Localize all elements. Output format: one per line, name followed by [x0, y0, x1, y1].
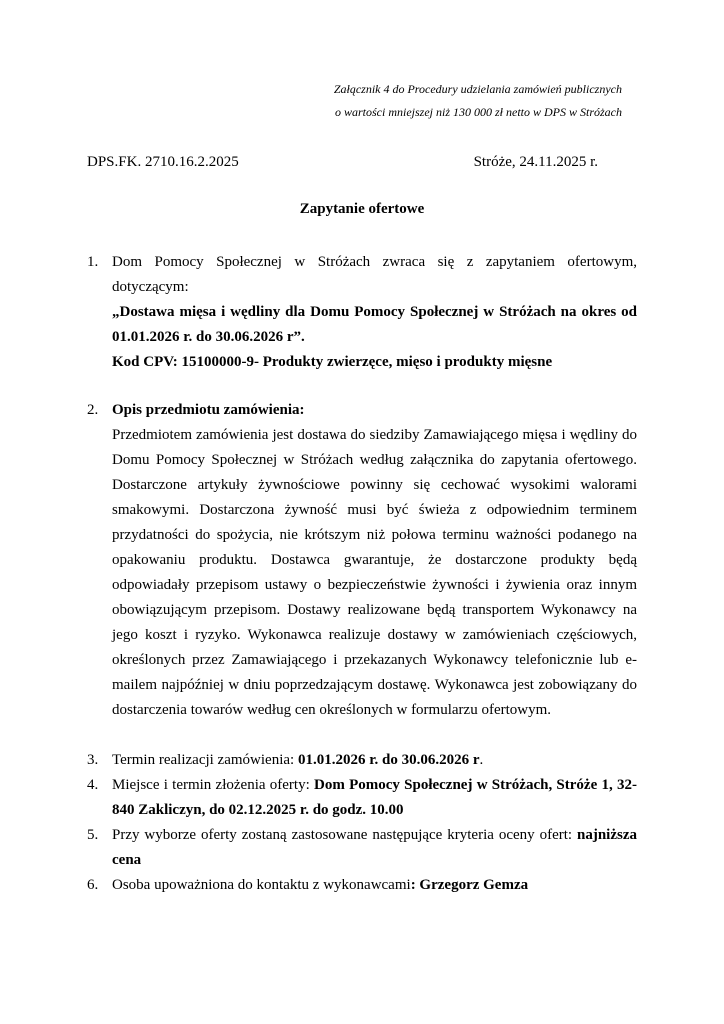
list-item-4-content — [112, 773, 637, 823]
list-item-5-content — [112, 823, 637, 873]
list-item-1 — [87, 250, 637, 375]
reference-row — [87, 150, 637, 175]
list-item-2-heading: Opis przedmiotu zamówienia: — [112, 402, 305, 418]
list-item-1-cpv-code: Kod CPV: 15100000-9- Produkty zwierzęce, mięso i produkty mięsne — [112, 354, 553, 370]
list-item-2-content — [112, 398, 637, 723]
place-date: Stróże, 24.11.2025 r. — [473, 154, 598, 170]
list-item-5-value: najniższa cena — [112, 827, 637, 868]
list-item-6-value: : Grzegorz Gemza — [410, 877, 529, 893]
list-item-1-number: 1. — [87, 254, 99, 270]
list-item-4 — [87, 773, 637, 823]
list-item-6-number: 6. — [87, 877, 99, 893]
list-item-3-number: 3. — [87, 752, 99, 768]
list-item-4-label: Miejsce i termin złożenia oferty: — [112, 777, 314, 793]
list-item-6-label: Osoba upoważniona do kontaktu z wykonawcami — [112, 877, 411, 893]
attachment-note-line2: o wartości mniejszej niż 130 000 zł netto w DPS w Stróżach — [334, 105, 622, 119]
list-item-1-intro: Dom Pomocy Społecznej w Stróżach zwraca się z zapytaniem ofertowym, dotyczącym: — [112, 254, 637, 295]
list-item-5-number: 5. — [87, 827, 99, 843]
list-item-2-number: 2. — [87, 402, 99, 418]
list-item-3-value: 01.01.2026 r. do 30.06.2026 r — [297, 752, 480, 768]
attachment-note — [87, 78, 637, 124]
list-item-2 — [87, 398, 637, 723]
list-item-5 — [87, 823, 637, 873]
list-item-3-content — [112, 748, 637, 773]
list-item-5-label: Przy wyborze oferty zostaną zastosowane następujące kryteria oceny ofert: — [112, 827, 577, 843]
list-item-4-number: 4. — [87, 777, 99, 793]
list-item-3-label: Termin realizacji zamówienia: — [112, 752, 298, 768]
list-item-3-suffix: . — [479, 752, 484, 768]
list-item-4-value: Dom Pomocy Społecznej w Stróżach, Stróże 1, 32-840 Zakliczyn, do 02.12.2025 r. do godz. 10.00 — [112, 777, 637, 818]
list-item-2-body: Przedmiotem zamówienia jest dostawa do siedziby Zamawiającego mięsa i wędliny do Domu Pomocy Społecznej w Stróżach według załącznika do zapytania ofertowego. Dostarczone artykuły żywnościowe powinny się cechować wysokimi walorami smakowymi. Dostarczona żywność musi być świeża z odpowiednim terminem przydatności do spożycia, nie krótszym niż połowa terminu ważności podanego na opakowaniu produktu. Dostawca gwarantuje, że dostarczone produkty będą odpowiadały przepisom ustawy o bezpieczeństwie żywności i żywienia oraz innym obowiązującym przepisom. Dostawy realizowane będą transportem Wykonawcy na jego koszt i ryzyko. Wykonawca realizuje dostawy w zamówieniach częściowych, określonych przez Zamawiającego i przekazanych Wykonawcy telefonicznie lub e-mailem najpóźniej w dniu poprzedzającym dostawę. Wykonawca jest zobowiązany do dostarczenia towarów według cen określonych w formularzu ofertowym. — [112, 427, 637, 718]
list-item-6 — [87, 873, 637, 898]
list-item-1-content — [112, 250, 637, 375]
list-item-6-content — [112, 873, 637, 898]
document-title: Zapytanie ofertowe — [299, 201, 425, 217]
reference-number: DPS.FK. 2710.16.2.2025 — [87, 154, 239, 170]
list-item-1-subject: „Dostawa mięsa i wędliny dla Domu Pomocy Społecznej w Stróżach na okres od 01.01.2026 r. do 30.06.2026 r”. — [112, 304, 637, 345]
attachment-note-line1: Załącznik 4 do Procedury udzielania zamówień publicznych — [333, 82, 622, 96]
list-item-3 — [87, 748, 637, 773]
